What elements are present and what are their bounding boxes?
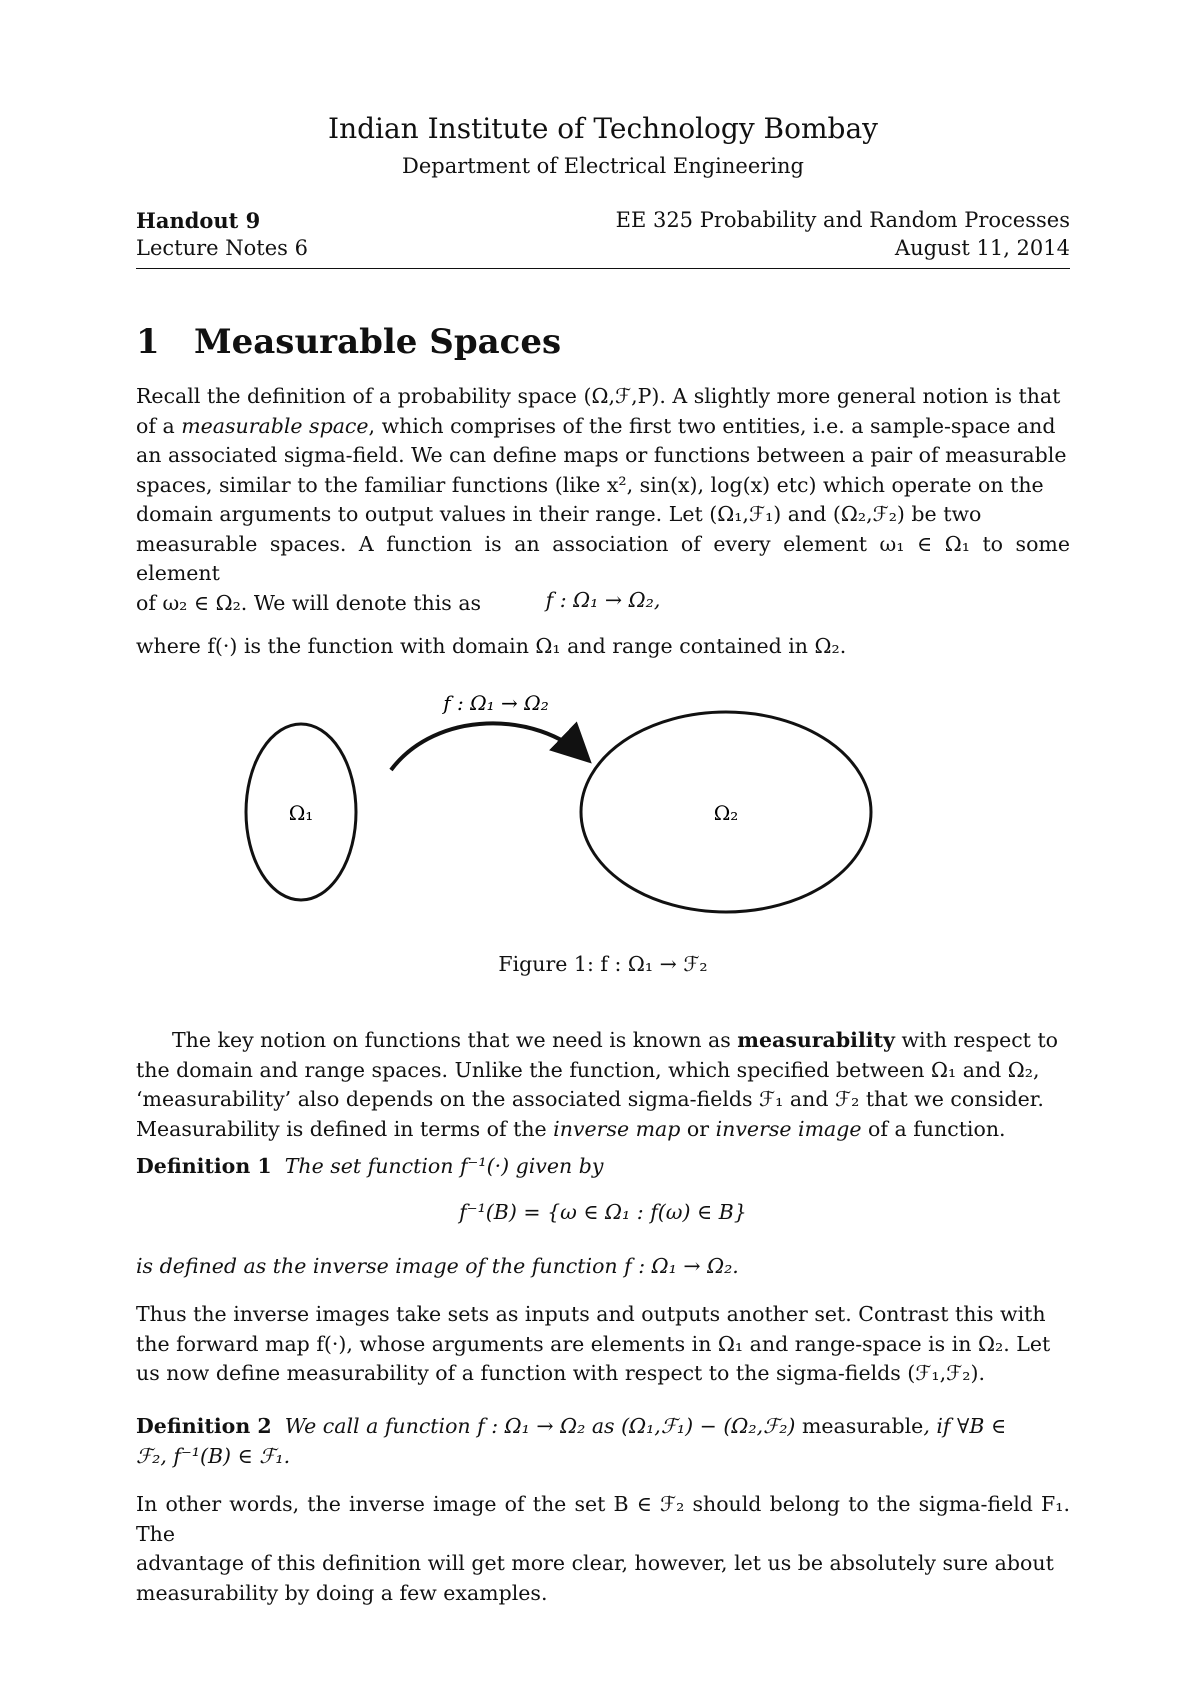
paragraph-5 [136, 1490, 1070, 1608]
omega1-label: Ω₁ [288, 801, 314, 825]
header-rule [136, 268, 1070, 269]
p5-line: measurability by doing a few examples. [136, 1580, 548, 1605]
p3-line: the domain and range spaces. Unlike the function, which specified between Ω₁ and Ω₂, [136, 1057, 1040, 1082]
paragraph-2: where f(·) is the function with domain Ω₁ and range contained in Ω₂. [136, 634, 847, 658]
lecture-notes: Lecture Notes 6 [136, 236, 308, 260]
definition-1-equation: f⁻¹(B) = {ω ∈ Ω₁ : f(ω) ∈ B} [459, 1200, 747, 1224]
p3-line: The key notion on functions that we need is known as measurability with respect to [172, 1028, 1059, 1052]
p1-line: measurable spaces. A function is an association of every element ω₁ ∈ Ω₁ to some element [136, 531, 1070, 585]
p1-line: domain arguments to output values in their range. Let (Ω₁,ℱ₁) and (Ω₂,ℱ₂) be two [136, 502, 982, 526]
p4-line: Thus the inverse images take sets as inputs and outputs another set. Contrast this with [136, 1302, 1046, 1326]
course-title: EE 325 Probability and Random Processes [615, 208, 1070, 232]
department-name: Department of Electrical Engineering [402, 154, 804, 178]
definition-1-after: is defined as the inverse image of the function f : Ω₁ → Ω₂. [136, 1254, 739, 1278]
p1-line: Recall the definition of a probability space (Ω,ℱ,P). A slightly more general notion is that [136, 384, 1061, 408]
equation-1: f : Ω₁ → Ω₂, [545, 588, 661, 612]
paragraph-4 [136, 1300, 1070, 1389]
header-row-1 [136, 208, 1070, 233]
definition-1 [136, 1152, 1070, 1182]
handout-number: Handout 9 [136, 208, 261, 233]
def2-line: ℱ₂, f⁻¹(B) ∈ ℱ₁. [136, 1443, 291, 1468]
mapping-diagram [136, 690, 1070, 940]
p5-line: In other words, the inverse image of the set B ∈ ℱ₂ should belong to the sigma-field F₁. The [136, 1492, 1070, 1546]
definition-1-text: The set function f⁻¹(·) given by [284, 1154, 604, 1178]
p4-line: the forward map f(·), whose arguments are elements in Ω₁ and range-space is in Ω₂. Let [136, 1331, 1051, 1356]
mapping-arrow [391, 723, 586, 770]
def2-line: Definition 2 We call a function f : Ω₁ → Ω₂ as (Ω₁,ℱ₁) − (Ω₂,ℱ₂) measurable, if ∀B ∈ [136, 1414, 1007, 1438]
institute-name: Indian Institute of Technology Bombay [328, 112, 878, 145]
p3-line: Measurability is defined in terms of the inverse map or inverse image of a function. [136, 1116, 1006, 1141]
date: August 11, 2014 [894, 236, 1070, 260]
header-row-2 [136, 236, 1070, 260]
paragraph-3 [136, 1026, 1070, 1144]
section-title: Measurable Spaces [194, 322, 562, 362]
omega2-label: Ω₂ [713, 801, 739, 825]
p5-line: advantage of this definition will get more clear, however, let us be absolutely sure about [136, 1551, 1054, 1575]
p1-line: spaces, similar to the familiar functions (like x², sin(x), log(x) etc) which operate on the [136, 472, 1044, 497]
figure-1 [136, 690, 1070, 940]
p1-line: of a measurable space, which comprises of the first two entities, i.e. a sample-space and [136, 413, 1056, 438]
definition-1-label: Definition 1 [136, 1154, 272, 1178]
p3-line: ‘measurability’ also depends on the associated sigma-fields ℱ₁ and ℱ₂ that we consider. [136, 1087, 1044, 1111]
p1-line: an associated sigma-field. We can define maps or functions between a pair of measurable [136, 443, 1067, 467]
section-number: 1 [136, 322, 160, 362]
p1-line: of ω₂ ∈ Ω₂. We will denote this as [136, 590, 482, 615]
figure-caption: Figure 1: f : Ω₁ → ℱ₂ [498, 952, 708, 976]
p4-line: us now define measurability of a function with respect to the sigma-fields (ℱ₁,ℱ₂). [136, 1361, 985, 1385]
section-heading [136, 322, 561, 362]
paragraph-1 [136, 382, 1070, 618]
definition-2 [136, 1412, 1070, 1471]
arrow-label: f : Ω₁ → Ω₂ [443, 691, 549, 715]
